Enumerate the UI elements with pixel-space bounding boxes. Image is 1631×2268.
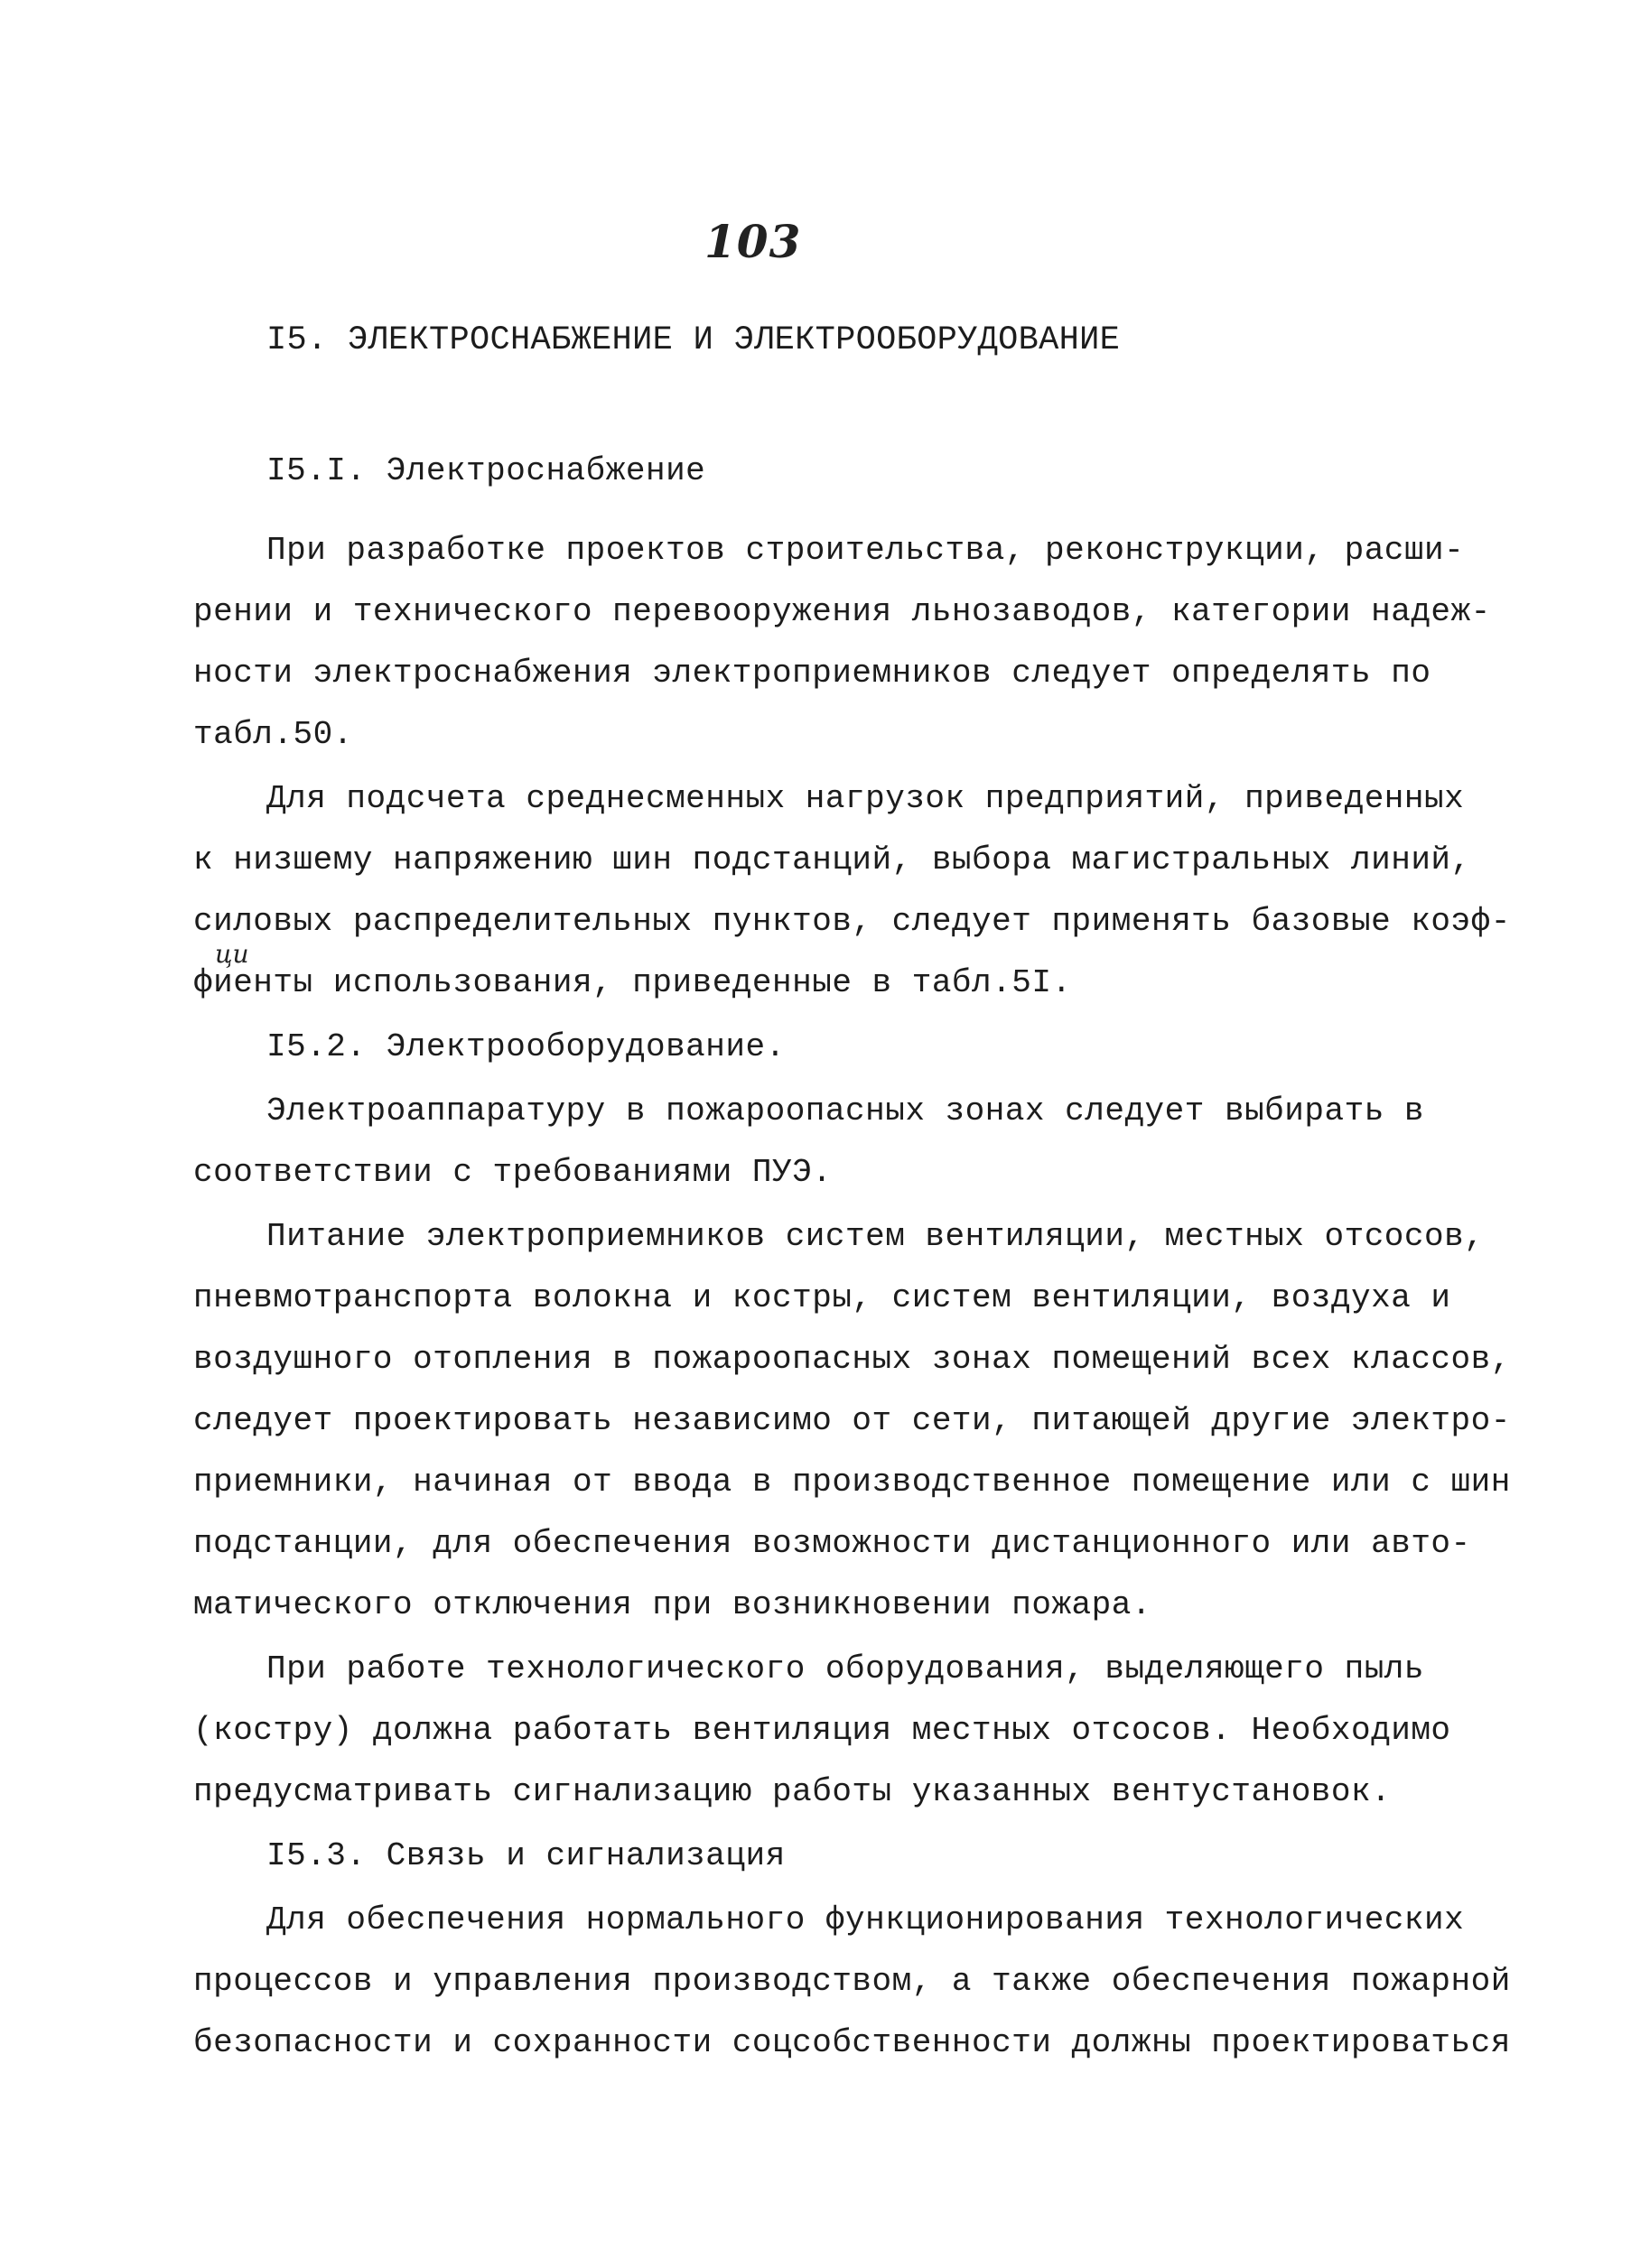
- paragraph-line: следует проектировать независимо от сети, питающей другие электро-: [193, 1402, 1511, 1439]
- subsection-title: I5.3. Связь и сигнализация: [266, 1837, 786, 1874]
- paragraph-line: рении и технического перевооружения льнозаводов, категории надеж-: [193, 593, 1491, 630]
- paragraph-line: процессов и управления производством, а также обеспечения пожарной: [193, 1963, 1511, 2000]
- page-number: 103: [704, 215, 802, 268]
- paragraph-line: подстанции, для обеспечения возможности дистанционного или авто-: [193, 1525, 1471, 1562]
- paragraph-line: соответствии с требованиями ПУЭ.: [193, 1154, 833, 1191]
- paragraph-line: пневмотранспорта волокна и костры, систем вентиляции, воздуха и: [193, 1279, 1451, 1316]
- paragraph-line: силовых распределительных пунктов, следует применять базовые коэф-: [193, 903, 1511, 940]
- paragraph-line: ности электроснабжения электроприемников следует определять по: [193, 655, 1431, 692]
- handwritten-correction: ци: [215, 939, 249, 969]
- paragraph-line: безопасности и сохранности соцсобственности должны проектироваться: [193, 2024, 1511, 2061]
- paragraph-line: При работе технологического оборудования, выделяющего пыль: [266, 1650, 1425, 1687]
- paragraph-line: табл.50.: [193, 716, 353, 753]
- paragraph-line: Электроаппаратуру в пожароопасных зонах следует выбирать в: [266, 1092, 1425, 1129]
- paragraph-line: воздушного отопления в пожароопасных зонах помещений всех классов,: [193, 1341, 1511, 1378]
- paragraph-line: При разработке проектов строительства, реконструкции, расши-: [266, 532, 1465, 569]
- paragraph-line: (костру) должна работать вентиляция местных отсосов. Необходимо: [193, 1712, 1451, 1749]
- subsection-title: I5.I. Электроснабжение: [266, 452, 706, 489]
- paragraph-line: приемники, начиная от ввода в производственное помещение или с шин: [193, 1464, 1511, 1501]
- paragraph-line: Питание электроприемников систем вентиляции, местных отсосов,: [266, 1218, 1485, 1255]
- subsection-title: I5.2. Электрооборудование.: [266, 1028, 786, 1065]
- paragraph-line: к низшему напряжению шин подстанций, выбора магистральных линий,: [193, 841, 1471, 878]
- paragraph-line: матического отключения при возникновении пожара.: [193, 1586, 1151, 1623]
- section-heading: I5. ЭЛЕКТРОСНАБЖЕНИЕ И ЭЛЕКТРООБОРУДОВАНИЕ: [266, 321, 1121, 359]
- paragraph-line: Для обеспечения нормального функционирования технологических: [266, 1901, 1465, 1938]
- paragraph-line: фиенты использования, приведенные в табл.5I.: [193, 964, 1072, 1001]
- paragraph-line: предусматривать сигнализацию работы указанных вентустановок.: [193, 1773, 1392, 1810]
- paragraph-line: Для подсчета среднесменных нагрузок предприятий, приведенных: [266, 780, 1465, 817]
